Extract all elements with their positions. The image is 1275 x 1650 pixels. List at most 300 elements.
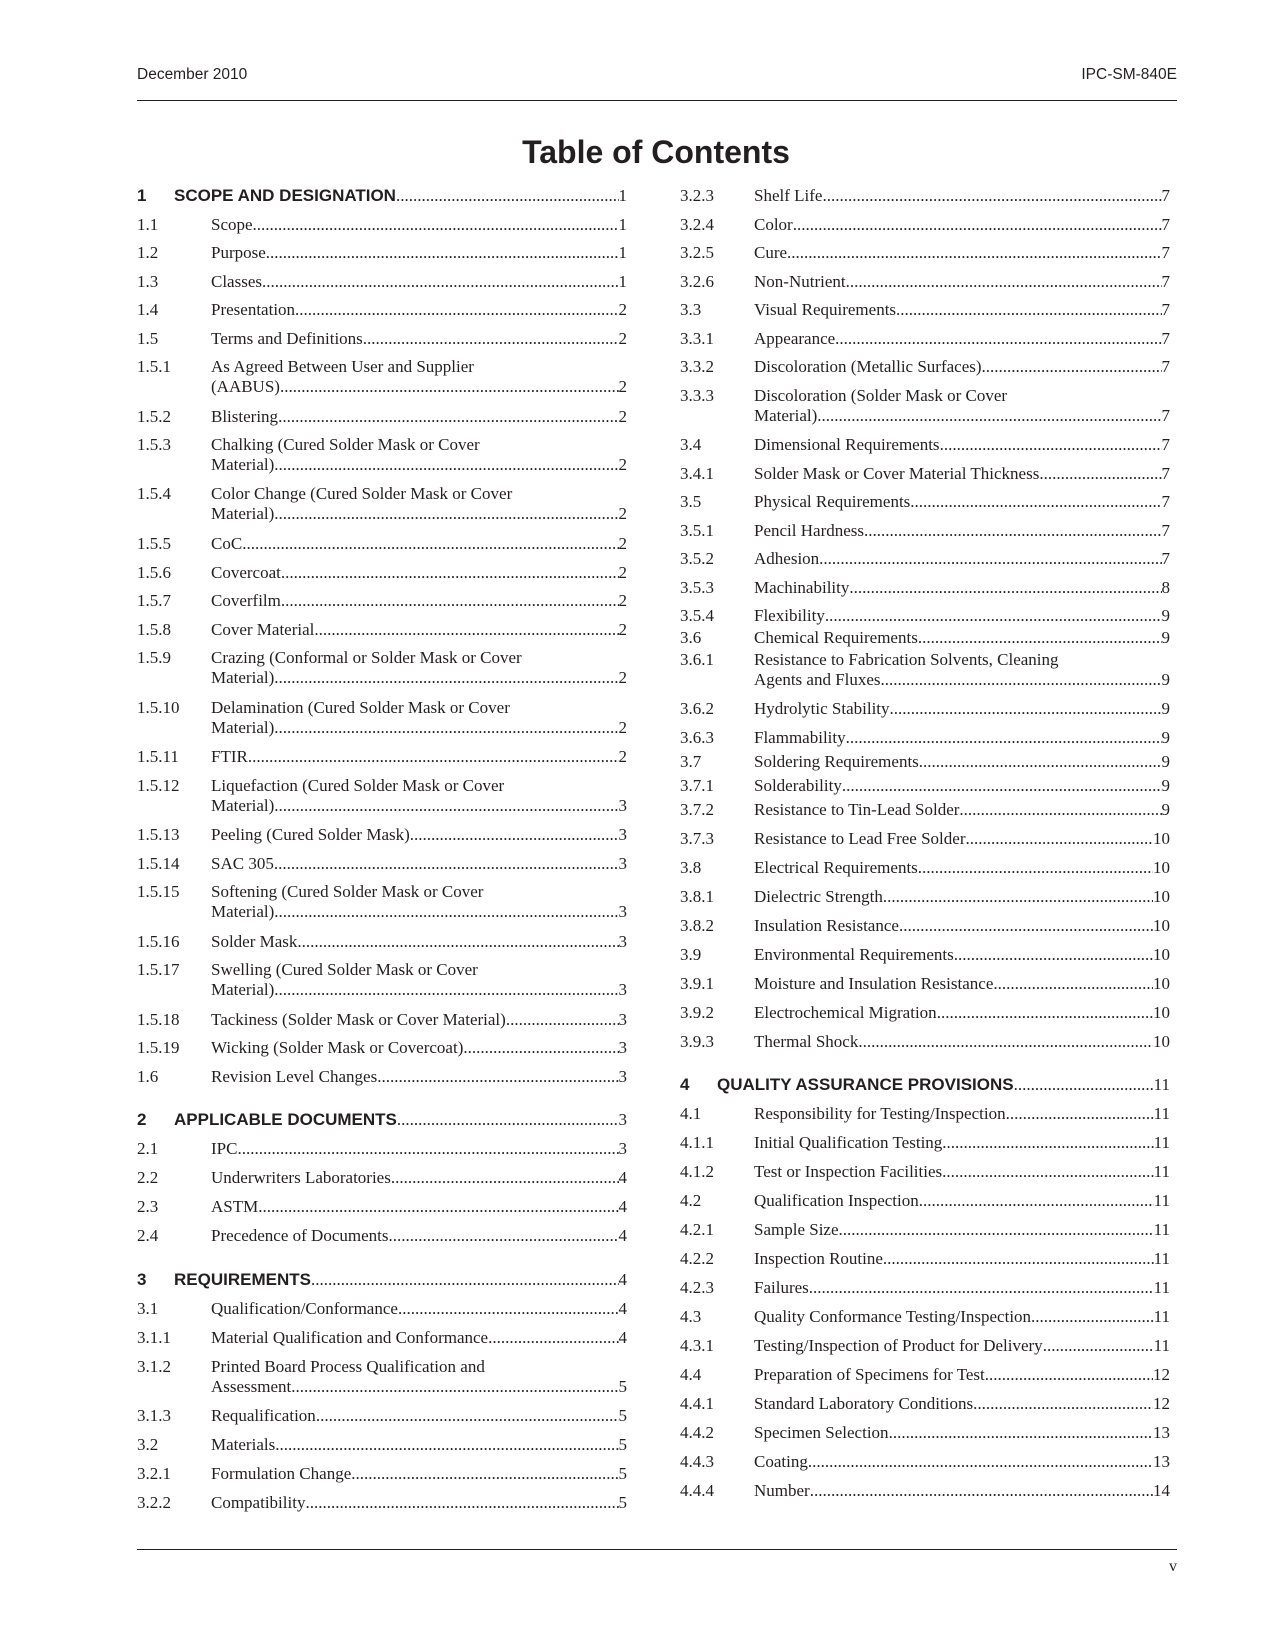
toc-entry-number: 1.5.18 <box>137 1010 180 1029</box>
toc-entry-title: Solderability <box>754 776 842 795</box>
toc-page-number: 14 <box>1153 1481 1170 1500</box>
toc-entry[interactable] <box>137 591 627 611</box>
toc-entry[interactable] <box>137 648 627 688</box>
toc-page-number: 2 <box>618 718 627 737</box>
toc-page-number: 1 <box>618 186 627 205</box>
dot-leader <box>351 1464 618 1484</box>
toc-entry[interactable] <box>137 329 627 349</box>
toc-entry[interactable] <box>137 1139 627 1159</box>
toc-entry-title: Assessment <box>211 1377 292 1396</box>
toc-page-number: 13 <box>1153 1452 1170 1471</box>
dot-leader <box>937 1003 1153 1023</box>
toc-entry-title: Coating <box>754 1452 808 1471</box>
toc-page-number: 7 <box>1161 406 1170 425</box>
toc-entry[interactable] <box>137 698 627 738</box>
dot-leader <box>1031 1307 1154 1327</box>
toc-entry[interactable] <box>680 1336 1170 1356</box>
toc-entry-number: 1.3 <box>137 272 159 291</box>
toc-entry-title: Color Change (Cured Solder Mask or Cover <box>211 484 513 503</box>
dot-leader <box>883 1249 1154 1269</box>
toc-page-number: 11 <box>1153 1133 1170 1152</box>
toc-entry-title: Cover Material <box>211 620 315 639</box>
dot-leader <box>973 1394 1153 1414</box>
toc-section-heading[interactable] <box>137 1270 627 1290</box>
toc-entry[interactable] <box>680 776 1170 796</box>
toc-entry[interactable] <box>680 1133 1170 1153</box>
toc-page-number: 9 <box>1161 670 1170 689</box>
toc-entry[interactable] <box>680 829 1170 849</box>
toc-entry[interactable] <box>680 243 1170 263</box>
toc-page-number: 2 <box>618 668 627 687</box>
toc-entry[interactable] <box>680 549 1170 569</box>
toc-entry-title: Revision Level Changes <box>211 1067 378 1086</box>
toc-entry[interactable] <box>680 386 1170 426</box>
toc-entry-title: Material Qualification and Conformance <box>211 1328 489 1347</box>
toc-entry[interactable] <box>680 1423 1170 1443</box>
footer-rule <box>137 1549 1177 1550</box>
toc-entry-title: Materials <box>211 1435 276 1454</box>
toc-entry[interactable] <box>680 464 1170 484</box>
toc-entry-number: 1.5.11 <box>137 747 179 766</box>
toc-entry-title: Flammability <box>754 728 846 747</box>
dot-leader <box>274 504 618 524</box>
toc-entry-number: 1.5.5 <box>137 534 171 553</box>
dot-leader <box>959 800 1161 820</box>
dot-leader <box>982 357 1162 377</box>
toc-entry-number: 3.4.1 <box>680 464 714 483</box>
toc-entry[interactable] <box>137 1493 627 1513</box>
toc-page-number: 11 <box>1153 1162 1170 1181</box>
toc-entry-number: 2.3 <box>137 1197 159 1216</box>
toc-entry[interactable] <box>680 1003 1170 1023</box>
toc-entry-title: CoC <box>211 534 243 553</box>
toc-entry-number: 3.1.2 <box>137 1357 171 1376</box>
toc-entry[interactable] <box>680 521 1170 541</box>
dot-leader <box>488 1328 618 1348</box>
dot-leader <box>388 1226 618 1246</box>
toc-entry[interactable] <box>680 1104 1170 1124</box>
toc-entry-title: Covercoat <box>211 563 281 582</box>
toc-page-number: 11 <box>1153 1191 1170 1210</box>
toc-entry-title: Qualification/Conformance <box>211 1299 398 1318</box>
toc-entry[interactable] <box>137 1357 627 1397</box>
toc-entry-title: Preparation of Specimens for Test <box>754 1365 985 1384</box>
toc-entry-title: Machinability <box>754 578 850 597</box>
toc-entry-title: (AABUS) <box>211 377 280 396</box>
toc-entry-number: 3.9 <box>680 945 702 964</box>
toc-entry[interactable] <box>137 1010 627 1030</box>
toc-entry-number: 1.5.9 <box>137 648 171 667</box>
toc-entry[interactable] <box>137 825 627 845</box>
toc-entry-title: Qualification Inspection <box>754 1191 919 1210</box>
toc-page-number: 3 <box>618 825 627 844</box>
dot-leader <box>890 699 1162 719</box>
dot-leader <box>846 728 1162 748</box>
dot-leader <box>314 620 618 640</box>
dot-leader <box>966 829 1154 849</box>
toc-entry-title: Moisture and Insulation Resistance <box>754 974 994 993</box>
toc-entry[interactable] <box>680 606 1170 626</box>
toc-entry[interactable] <box>137 960 627 1000</box>
dot-leader <box>817 406 1161 426</box>
toc-page-number: 3 <box>618 1067 627 1086</box>
toc-entry-title: Environmental Requirements <box>754 945 954 964</box>
toc-entry-number: 1 <box>137 186 147 205</box>
toc-page-number: 2 <box>618 504 627 523</box>
toc-section-heading[interactable] <box>137 1110 627 1130</box>
toc-page-number: 11 <box>1153 1104 1170 1123</box>
dot-leader <box>274 796 618 816</box>
dot-leader <box>463 1038 618 1058</box>
toc-entry[interactable] <box>137 357 627 397</box>
toc-entry[interactable] <box>680 272 1170 292</box>
toc-page-number: 7 <box>1161 357 1170 376</box>
toc-entry[interactable] <box>680 1032 1170 1052</box>
toc-entry[interactable] <box>680 858 1170 878</box>
toc-entry-number: 4.1.1 <box>680 1133 714 1152</box>
toc-section-heading[interactable] <box>680 1075 1170 1095</box>
toc-entry[interactable] <box>680 650 1170 690</box>
toc-entry-number: 1.5.1 <box>137 357 171 376</box>
toc-section-heading[interactable] <box>137 186 627 206</box>
toc-page-number: 5 <box>618 1406 627 1425</box>
toc-entry-number: 3.2.4 <box>680 215 714 234</box>
dot-leader <box>274 718 618 738</box>
toc-entry-title: Non-Nutrient <box>754 272 846 291</box>
toc-entry-title: FTIR <box>211 747 248 766</box>
toc-entry[interactable] <box>137 854 627 874</box>
toc-entry[interactable] <box>137 407 627 427</box>
dot-leader <box>919 752 1162 772</box>
toc-page-number: 4 <box>618 1226 627 1245</box>
toc-page-number: 11 <box>1153 1307 1170 1326</box>
dot-leader <box>274 902 618 922</box>
toc-page-number: 2 <box>618 300 627 319</box>
dot-leader <box>274 668 618 688</box>
toc-page-number: 10 <box>1153 945 1170 964</box>
toc-page-number: 9 <box>1161 606 1170 625</box>
toc-entry-title: Resistance to Fabrication Solvents, Cleaning <box>754 650 1059 669</box>
toc-page-number: 7 <box>1161 464 1170 483</box>
toc-entry-title: Presentation <box>211 300 296 319</box>
toc-entry-title: Terms and Definitions <box>211 329 363 348</box>
toc-entry-title: Dielectric Strength <box>754 887 883 906</box>
toc-page-number: 7 <box>1161 272 1170 291</box>
toc-entry[interactable] <box>680 1307 1170 1327</box>
toc-entry[interactable] <box>137 563 627 583</box>
toc-entry[interactable] <box>680 728 1170 748</box>
toc-entry-title: Precedence of Documents <box>211 1226 389 1245</box>
toc-entry[interactable] <box>137 882 627 922</box>
dot-leader <box>278 407 618 427</box>
toc-entry-number: 3.1.1 <box>137 1328 171 1347</box>
dot-leader <box>993 974 1153 994</box>
header-document-id: IPC-SM-840E <box>1081 66 1177 83</box>
toc-entry-title: Scope <box>211 215 253 234</box>
toc-page-number: 4 <box>618 1197 627 1216</box>
toc-page-number: 10 <box>1153 1032 1170 1051</box>
toc-entry[interactable] <box>680 1191 1170 1211</box>
toc-entry[interactable] <box>137 1038 627 1058</box>
toc-entry-title: Peeling (Cured Solder Mask) <box>211 825 410 844</box>
toc-entry[interactable] <box>680 916 1170 936</box>
dot-leader <box>281 563 619 583</box>
toc-page-number: 5 <box>618 1464 627 1483</box>
toc-page-number: 9 <box>1161 699 1170 718</box>
toc-page-number: 2 <box>618 407 627 426</box>
dot-leader <box>808 1452 1153 1472</box>
toc-entry[interactable] <box>680 974 1170 994</box>
toc-entry[interactable] <box>680 800 1170 820</box>
toc-entry-number: 1.5.19 <box>137 1038 180 1057</box>
toc-entry[interactable] <box>137 534 627 554</box>
toc-entry-title: Electrical Requirements <box>754 858 918 877</box>
toc-page-number: 3 <box>618 1139 627 1158</box>
toc-page-number: 5 <box>618 1435 627 1454</box>
toc-entry[interactable] <box>680 887 1170 907</box>
toc-entry-number: 1.5.10 <box>137 698 180 717</box>
toc-entry-number: 3.9.3 <box>680 1032 714 1051</box>
toc-page-number: 11 <box>1153 1075 1170 1094</box>
dot-leader <box>940 435 1162 455</box>
toc-entry[interactable] <box>680 1452 1170 1472</box>
toc-page-number: 9 <box>1161 728 1170 747</box>
toc-entry-number: 2 <box>137 1110 147 1129</box>
toc-entry-title: Flexibility <box>754 606 825 625</box>
toc-page-number: 5 <box>618 1377 627 1396</box>
dot-leader <box>242 534 618 554</box>
toc-entry-title: Electrochemical Migration <box>754 1003 937 1022</box>
toc-entry-title: Crazing (Conformal or Solder Mask or Cover <box>211 648 522 667</box>
toc-entry[interactable] <box>137 1464 627 1484</box>
toc-page-number: 10 <box>1153 829 1170 848</box>
dot-leader <box>1006 1104 1154 1124</box>
toc-entry-title: Material) <box>211 902 275 921</box>
toc-entry[interactable] <box>137 1067 627 1087</box>
toc-entry[interactable] <box>680 1162 1170 1182</box>
toc-page-number: 9 <box>1161 752 1170 771</box>
toc-entry[interactable] <box>137 1328 627 1348</box>
toc-entry-number: 4.3.1 <box>680 1336 714 1355</box>
toc-entry-title: Material) <box>211 980 275 999</box>
toc-entry-number: 1.6 <box>137 1067 159 1086</box>
toc-entry-title: Tackiness (Solder Mask or Cover Material) <box>211 1010 506 1029</box>
toc-entry[interactable] <box>137 747 627 767</box>
toc-entry-title: Wicking (Solder Mask or Covercoat) <box>211 1038 464 1057</box>
toc-entry-number: 2.2 <box>137 1168 159 1187</box>
toc-entry[interactable] <box>680 435 1170 455</box>
toc-page-number: 3 <box>618 1110 627 1129</box>
toc-entry-title: Printed Board Process Qualification and <box>211 1357 485 1376</box>
toc-entry[interactable] <box>680 329 1170 349</box>
toc-page-number: 3 <box>618 796 627 815</box>
toc-page-number: 10 <box>1153 916 1170 935</box>
toc-page-number: 11 <box>1153 1278 1170 1297</box>
toc-entry[interactable] <box>137 1197 627 1217</box>
toc-entry-number: 3.6.2 <box>680 699 714 718</box>
toc-entry[interactable] <box>680 1249 1170 1269</box>
toc-entry[interactable] <box>680 1278 1170 1298</box>
toc-entry[interactable] <box>680 1220 1170 1240</box>
toc-entry[interactable] <box>137 932 627 952</box>
toc-page-number: 2 <box>618 534 627 553</box>
toc-page-number: 7 <box>1161 300 1170 319</box>
toc-entry-number: 1.5.16 <box>137 932 180 951</box>
dot-leader <box>919 1191 1154 1211</box>
toc-entry-number: 3.2.2 <box>137 1493 171 1512</box>
toc-page-number: 10 <box>1153 858 1170 877</box>
dot-leader <box>311 1270 619 1290</box>
toc-entry-number: 1.5.12 <box>137 776 180 795</box>
toc-page-number: 9 <box>1161 776 1170 795</box>
toc-entry-number: 1.5.15 <box>137 882 180 901</box>
header-date: December 2010 <box>137 66 248 83</box>
toc-entry-number: 3.3 <box>680 300 702 319</box>
toc-page-number: 3 <box>618 854 627 873</box>
toc-entry-title: Pencil Hardness <box>754 521 865 540</box>
toc-entry[interactable] <box>680 1481 1170 1501</box>
toc-entry-number: 3.2.5 <box>680 243 714 262</box>
toc-entry-number: 1.4 <box>137 300 159 319</box>
toc-entry-number: 2.1 <box>137 1139 159 1158</box>
toc-page-number: 1 <box>618 272 627 291</box>
toc-entry-title: Formulation Change <box>211 1464 352 1483</box>
toc-page-number: 11 <box>1153 1249 1170 1268</box>
toc-page-number: 7 <box>1161 492 1170 511</box>
toc-entry[interactable] <box>137 435 627 475</box>
toc-entry-number: 3.7.2 <box>680 800 714 819</box>
toc-entry-title: SAC 305 <box>211 854 274 873</box>
toc-entry-title: Resistance to Tin-Lead Solder <box>754 800 960 819</box>
dot-leader <box>942 1133 1153 1153</box>
toc-entry-title: Chalking (Cured Solder Mask or Cover <box>211 435 480 454</box>
toc-page-number: 11 <box>1153 1336 1170 1355</box>
toc-entry[interactable] <box>137 1299 627 1319</box>
toc-entry[interactable] <box>137 1226 627 1246</box>
toc-entry[interactable] <box>680 1365 1170 1385</box>
toc-entry[interactable] <box>680 215 1170 235</box>
toc-entry-number: 3.7 <box>680 752 702 771</box>
dot-leader <box>253 215 619 235</box>
toc-page-number: 3 <box>618 932 627 951</box>
toc-entry-number: 3.8 <box>680 858 702 877</box>
toc-entry[interactable] <box>137 1168 627 1188</box>
toc-entry[interactable] <box>137 300 627 320</box>
toc-page-number: 10 <box>1153 974 1170 993</box>
toc-entry-number: 4.2 <box>680 1191 702 1210</box>
toc-entry[interactable] <box>680 300 1170 320</box>
toc-entry-title: SCOPE AND DESIGNATION <box>174 186 396 205</box>
toc-entry-title: Material) <box>211 455 275 474</box>
toc-page-number: 1 <box>618 243 627 262</box>
toc-entry[interactable] <box>680 699 1170 719</box>
toc-entry-title: Blistering <box>211 407 279 426</box>
toc-entry-title: Underwriters Laboratories <box>211 1168 391 1187</box>
toc-entry[interactable] <box>137 1435 627 1455</box>
running-header <box>137 66 1177 101</box>
dot-leader <box>918 858 1153 878</box>
toc-entry-number: 3.5.1 <box>680 521 714 540</box>
dot-leader <box>274 854 619 874</box>
dot-leader <box>864 521 1161 541</box>
dot-leader <box>281 591 619 611</box>
toc-entry-number: 4 <box>680 1075 690 1094</box>
toc-entry-title: Liquefaction (Cured Solder Mask or Cover <box>211 776 505 795</box>
toc-entry-title: Hydrolytic Stability <box>754 699 890 718</box>
toc-entry-title: Visual Requirements <box>754 300 897 319</box>
toc-page-number: 1 <box>618 215 627 234</box>
toc-page-number: 7 <box>1161 186 1170 205</box>
toc-entry-title: Thermal Shock <box>754 1032 859 1051</box>
toc-entry-number: 3.3.2 <box>680 357 714 376</box>
toc-entry-number: 1.2 <box>137 243 159 262</box>
toc-entry-number: 4.2.2 <box>680 1249 714 1268</box>
toc-page-number: 12 <box>1153 1365 1170 1384</box>
toc-entry[interactable] <box>680 186 1170 206</box>
dot-leader <box>295 300 618 320</box>
toc-entry-title: Material) <box>211 796 275 815</box>
toc-page-number: 5 <box>618 1493 627 1512</box>
toc-page-number: 2 <box>618 563 627 582</box>
toc-entry[interactable] <box>680 628 1170 648</box>
toc-entry[interactable] <box>137 776 627 816</box>
dot-leader <box>266 243 619 263</box>
toc-page-number: 13 <box>1153 1423 1170 1442</box>
toc-entry-number: 1.5.4 <box>137 484 171 503</box>
toc-entry[interactable] <box>137 484 627 524</box>
toc-entry[interactable] <box>680 752 1170 772</box>
toc-entry[interactable] <box>680 945 1170 965</box>
toc-entry-title: Material) <box>211 668 275 687</box>
dot-leader <box>835 329 1161 349</box>
dot-leader <box>896 300 1161 320</box>
dot-leader <box>291 1377 618 1397</box>
toc-entry-title: Physical Requirements <box>754 492 911 511</box>
toc-entry[interactable] <box>680 357 1170 377</box>
toc-entry-title: Chemical Requirements <box>754 628 918 647</box>
toc-entry-number: 4.4.3 <box>680 1452 714 1471</box>
toc-page-number: 7 <box>1161 521 1170 540</box>
toc-entry[interactable] <box>680 492 1170 512</box>
toc-entry[interactable] <box>680 1394 1170 1414</box>
toc-entry-title: Soldering Requirements <box>754 752 919 771</box>
toc-entry-number: 1.5.14 <box>137 854 180 873</box>
toc-entry-title: Material) <box>754 406 818 425</box>
toc-page-number: 11 <box>1153 1220 1170 1239</box>
toc-entry[interactable] <box>137 243 627 263</box>
toc-entry[interactable] <box>137 1406 627 1426</box>
toc-entry-title: Material) <box>211 504 275 523</box>
toc-entry-title: Quality Conformance Testing/Inspection <box>754 1307 1032 1326</box>
toc-entry[interactable] <box>137 620 627 640</box>
toc-entry[interactable] <box>680 578 1170 598</box>
toc-entry-title: Discoloration (Metallic Surfaces) <box>754 357 982 376</box>
toc-entry[interactable] <box>137 272 627 292</box>
toc-entry-title: Inspection Routine <box>754 1249 883 1268</box>
dot-leader <box>237 1139 618 1159</box>
toc-entry-number: 1.1 <box>137 215 159 234</box>
toc-entry[interactable] <box>137 215 627 235</box>
toc-entry-title: Solder Mask <box>211 932 298 951</box>
toc-entry-number: 4.4 <box>680 1365 702 1384</box>
toc-entry-title: Appearance <box>754 329 836 348</box>
toc-entry-title: Dimensional Requirements <box>754 435 940 454</box>
dot-leader <box>849 578 1161 598</box>
toc-entry-number: 3.4 <box>680 435 702 454</box>
toc-entry-title: Cure <box>754 243 788 262</box>
toc-entry-number: 4.3 <box>680 1307 702 1326</box>
toc-page-number: 3 <box>618 980 627 999</box>
